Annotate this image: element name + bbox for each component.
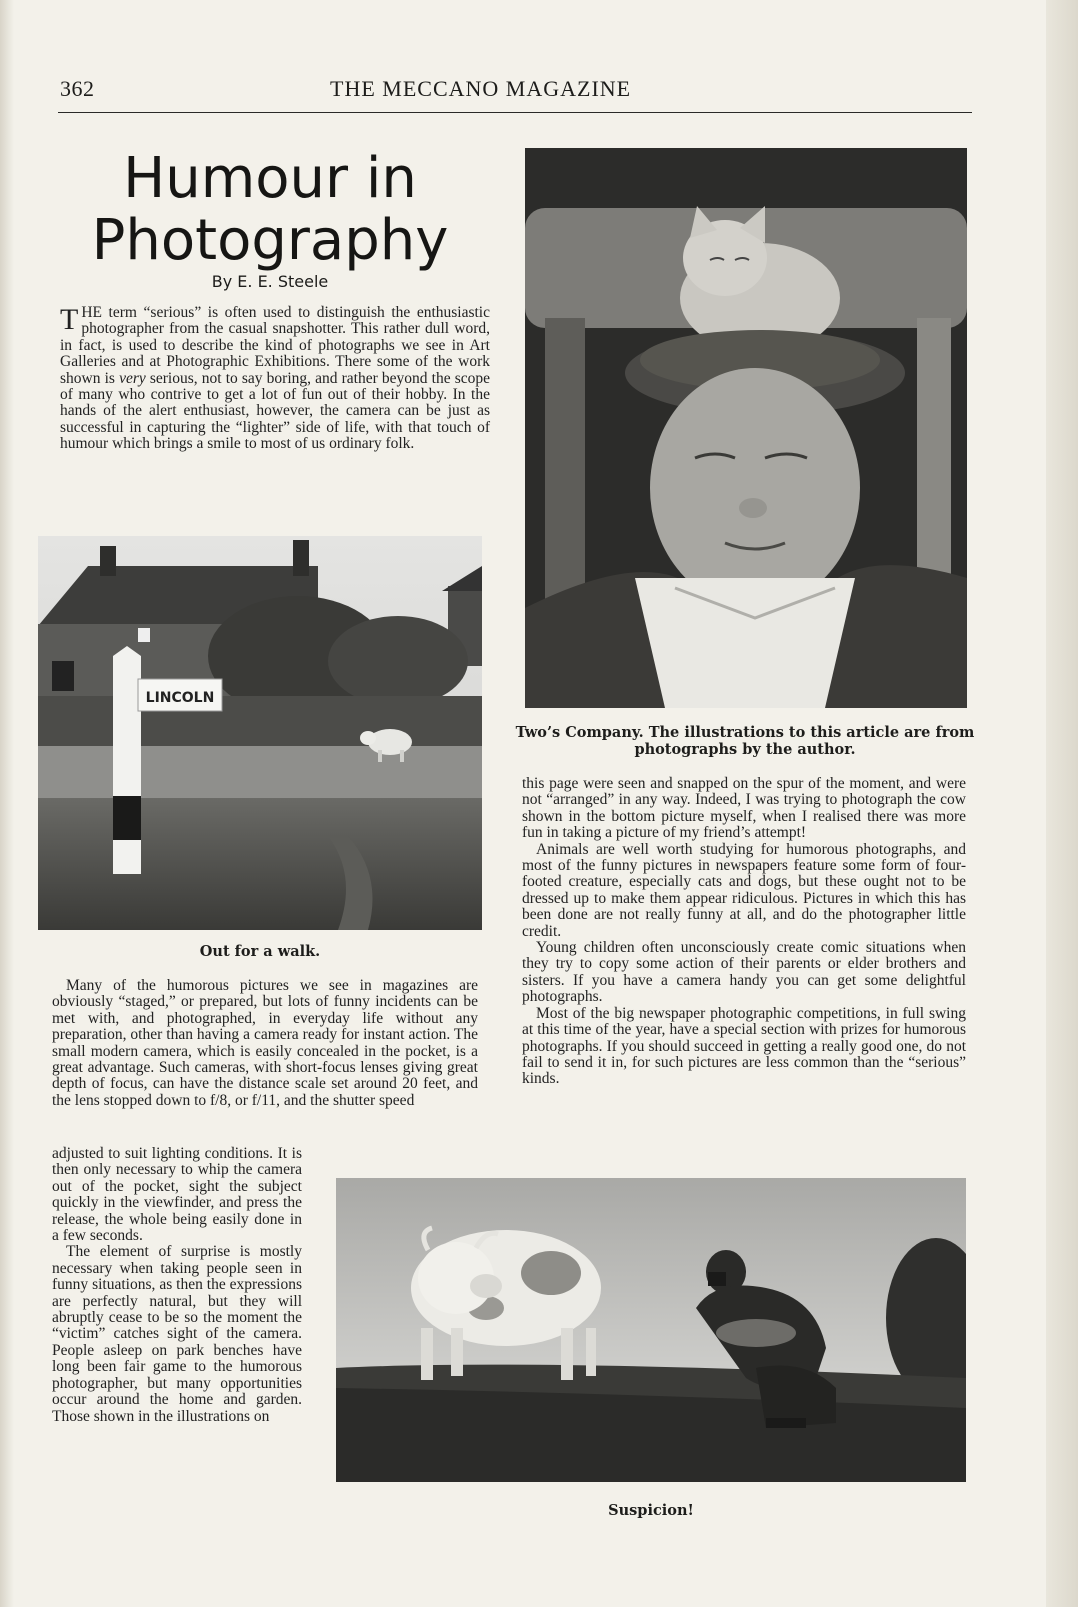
column-left-narrow-text — [52, 1146, 302, 1425]
article-title — [40, 148, 500, 272]
paragraph: Young children often unconsciously create comic situations when they try to copy some action of their parents or elder brothers and sisters. If you have a camera handy you can get some delightful photographs. — [522, 939, 966, 1006]
intro-text-b: serious, not to say boring, and rather beyond the scope of many who contrive to get a lot of fun out of their hobby. In the hands of the alert enthusiast, however, the camera can be just as successful in capturing the “lighter” side of life, with that touch of humour which brings a smile to most of us ordinary folk. — [60, 369, 490, 453]
byline: By E. E. Steele — [211, 272, 329, 291]
paragraph: this page were seen and snapped on the spur of the moment, and were not “arranged” in any way. Indeed, I was trying to photograph the cow shown in the bottom picture myself, when I realised there was more fun in taking a picture of my friend’s attempt! — [522, 775, 966, 842]
photo-company-illustration — [525, 148, 967, 708]
page-number: 362 — [60, 76, 95, 101]
column-left-text — [52, 978, 478, 1109]
paragraph: Most of the big newspaper photographic competitions, in full swing at this time of the year, have a special section with prizes for humorous photographs. If you should succeed in getting a really good one, do not fail to send it in, for such pictures are less common than the “serious” kinds. — [522, 1004, 966, 1088]
intro-text-emphasis: very — [119, 369, 146, 387]
magazine-title: THE MECCANO MAGAZINE — [330, 76, 632, 101]
article-title-line2: Photography — [91, 208, 449, 273]
caption-suspicion: Suspicion! — [608, 1502, 694, 1519]
page-shadow — [0, 0, 14, 1607]
paragraph: Many of the humorous pictures we see in magazines are obviously “staged,” or prepared, but lots of funny incidents can be met with, and photographed, in everyday life without any preparation, other than having a camera ready for instant action. The small modern camera, which is easily concealed in the pocket, is a great advantage. Such cameras, with short-focus lenses giving great depth of focus, can have the distance scale set around 20 feet, and the lens stopped down to f/8, or f/11, and the shutter speed — [52, 977, 478, 1109]
caption-out-for-a-walk: Out for a walk. — [199, 943, 321, 960]
paragraph: adjusted to suit lighting conditions. It is then only necessary to whip the camera out of the pocket, sight the subject quickly in the viewfinder, and press the release, the whole being easily done in a few seconds. — [52, 1145, 302, 1245]
intro-text-a: HE term “serious” is often used to distinguish the enthusiastic photographer from the casual snapshotter. This rather dull word, in fact, is used to describe the kind of photographs we see in Art Galleries and at Photographic Exhibitions. There some of the work shown is — [60, 304, 490, 387]
photo-suspicion-illustration — [336, 1178, 966, 1482]
photo-twos-company — [525, 148, 967, 708]
article-title-line1: Humour in — [123, 146, 417, 211]
photo-suspicion — [336, 1178, 966, 1482]
intro-paragraph — [60, 305, 490, 453]
caption-twos-company: Two’s Company. The illustrations to this article are from photographs by the author. — [515, 724, 975, 758]
column-right-text — [522, 776, 966, 1088]
paragraph: Animals are well worth studying for humorous photographs, and most of the funny pictures in newspapers feature some form of four-footed creature, especially cats and dogs, but these ought not to be dressed up to make them appear ridiculous. Pictures in which this has been done are not really funny at all, and do the photographer little credit. — [522, 840, 966, 940]
header-rule — [58, 112, 972, 113]
photo-walk-illustration — [38, 536, 482, 930]
drop-cap: T — [60, 303, 79, 336]
paragraph: The element of surprise is mostly necessary when taking people seen in funny situations, as then the expressions are perfectly natural, but they will abruptly cease to be so the moment the “victim” catches sight of the camera. People asleep on park benches have long been fair game to the humorous photographer, but many opportunities occur around the home and garden. Those shown in the illustrations on — [52, 1243, 302, 1425]
photo-out-for-a-walk — [38, 536, 482, 930]
page-edge — [1046, 0, 1078, 1607]
sign-text: LINCOLN — [145, 690, 215, 706]
